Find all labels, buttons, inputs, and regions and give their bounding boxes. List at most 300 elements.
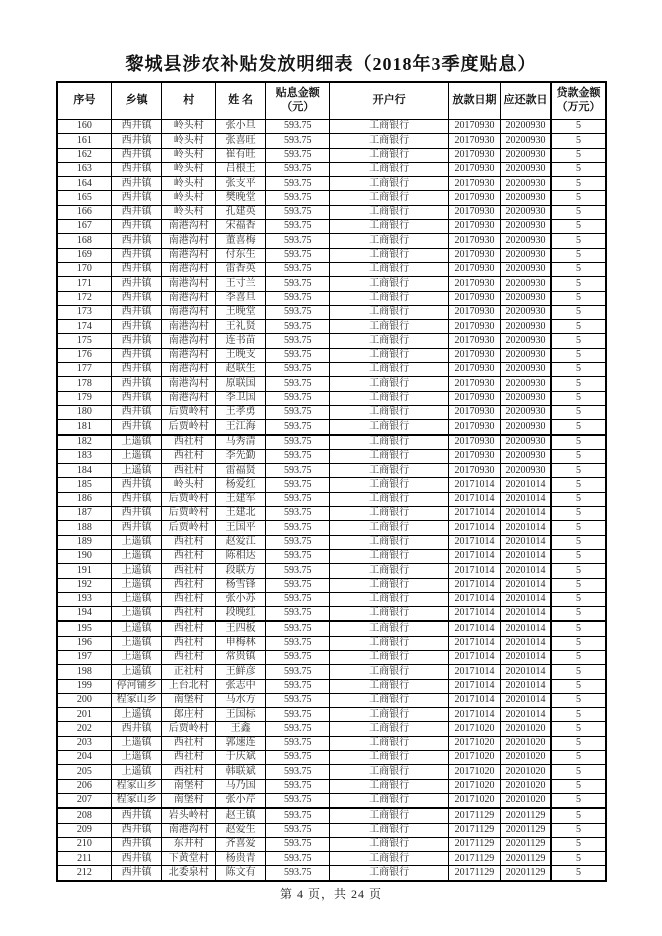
table-cell: 工商银行 xyxy=(330,765,449,779)
table-cell: 后贾岭村 xyxy=(162,492,216,506)
table-cell: 593.75 xyxy=(266,852,330,866)
table-cell: 樊晚堂 xyxy=(216,191,266,205)
table-cell: 程家山乡 xyxy=(111,693,162,707)
table-cell: 西社村 xyxy=(162,564,216,578)
table-cell: 西井镇 xyxy=(111,377,162,391)
table-cell: 工商银行 xyxy=(330,808,449,823)
table-cell: 5 xyxy=(551,765,606,779)
page-number: 第 4 页，共 24 页 xyxy=(279,887,382,901)
table-cell: 西井镇 xyxy=(111,348,162,362)
table-cell: 20171014 xyxy=(448,521,500,535)
table-cell: 20201014 xyxy=(501,621,552,636)
table-cell: 20170930 xyxy=(448,320,500,334)
table-cell: 西井镇 xyxy=(111,205,162,219)
column-header: 村 xyxy=(162,82,216,120)
table-cell: 211 xyxy=(57,852,111,866)
table-cell: 174 xyxy=(57,320,111,334)
table-cell: 5 xyxy=(551,334,606,348)
table-cell: 西井镇 xyxy=(111,220,162,234)
table-cell: 5 xyxy=(551,391,606,405)
table-cell: 西社村 xyxy=(162,636,216,650)
table-cell: 183 xyxy=(57,449,111,463)
table-cell: 西社村 xyxy=(162,592,216,606)
table-row xyxy=(57,549,606,563)
table-cell: 210 xyxy=(57,837,111,851)
table-row xyxy=(57,220,606,234)
table-cell: 20171020 xyxy=(448,779,500,793)
table-cell: 593.75 xyxy=(266,592,330,606)
table-row xyxy=(57,722,606,736)
table-cell: 王寸兰 xyxy=(216,277,266,291)
table-cell: 20200930 xyxy=(501,305,552,319)
table-cell: 西井镇 xyxy=(111,478,162,492)
table-cell: 593.75 xyxy=(266,751,330,765)
table-cell: 西井镇 xyxy=(111,507,162,521)
table-cell: 20200930 xyxy=(501,449,552,463)
table-cell: 南港沟村 xyxy=(162,262,216,276)
table-cell: 593.75 xyxy=(266,305,330,319)
table-cell: 207 xyxy=(57,793,111,808)
table-cell: 西井镇 xyxy=(111,363,162,377)
table-cell: 593.75 xyxy=(266,377,330,391)
column-header: 放款日期 xyxy=(448,82,500,120)
table-cell: 下黄堂村 xyxy=(162,852,216,866)
table-row xyxy=(57,405,606,419)
table-cell: 工商银行 xyxy=(330,636,449,650)
table-cell: 后贾岭村 xyxy=(162,420,216,435)
table-cell: 593.75 xyxy=(266,736,330,750)
table-cell: 工商银行 xyxy=(330,478,449,492)
table-cell: 593.75 xyxy=(266,621,330,636)
table-cell: 20200930 xyxy=(501,405,552,419)
table-cell: 178 xyxy=(57,377,111,391)
table-cell: 工商银行 xyxy=(330,507,449,521)
table-cell: 5 xyxy=(551,592,606,606)
table-cell: 20170930 xyxy=(448,377,500,391)
table-cell: 南堡村 xyxy=(162,779,216,793)
table-cell: 西社村 xyxy=(162,535,216,549)
table-cell: 593.75 xyxy=(266,220,330,234)
table-cell: 工商银行 xyxy=(330,262,449,276)
table-cell: 5 xyxy=(551,320,606,334)
table-cell: 马水方 xyxy=(216,693,266,707)
table-cell: 西社村 xyxy=(162,736,216,750)
table-cell: 5 xyxy=(551,348,606,362)
table-cell: 20171014 xyxy=(448,535,500,549)
table-cell: 189 xyxy=(57,535,111,549)
table-cell: 南港沟村 xyxy=(162,234,216,248)
table-cell: 20171020 xyxy=(448,765,500,779)
table-cell: 陈文有 xyxy=(216,866,266,881)
column-header: 乡镇 xyxy=(111,82,162,120)
table-row xyxy=(57,262,606,276)
table-cell: 西井镇 xyxy=(111,722,162,736)
table-cell: 20201014 xyxy=(501,679,552,693)
table-cell: 20201014 xyxy=(501,592,552,606)
table-cell: 162 xyxy=(57,148,111,162)
table-cell: 王晚支 xyxy=(216,348,266,362)
table-cell: 5 xyxy=(551,866,606,881)
table-cell: 后贾岭村 xyxy=(162,405,216,419)
table-cell: 20200930 xyxy=(501,134,552,148)
table-cell: 李卫国 xyxy=(216,391,266,405)
table-cell: 593.75 xyxy=(266,793,330,808)
table-row xyxy=(57,377,606,391)
table-cell: 工商银行 xyxy=(330,277,449,291)
table-cell: 南港沟村 xyxy=(162,291,216,305)
table-row xyxy=(57,708,606,722)
table-row xyxy=(57,320,606,334)
column-header: 开户行 xyxy=(330,82,449,120)
table-cell: 工商银行 xyxy=(330,464,449,478)
table-cell: 工商银行 xyxy=(330,377,449,391)
table-cell: 5 xyxy=(551,120,606,134)
table-cell: 20171014 xyxy=(448,592,500,606)
table-cell: 申梅林 xyxy=(216,636,266,650)
table-cell: 5 xyxy=(551,405,606,419)
table-cell: 593.75 xyxy=(266,177,330,191)
table-cell: 5 xyxy=(551,134,606,148)
table-cell: 196 xyxy=(57,636,111,650)
table-cell: 南堡村 xyxy=(162,793,216,808)
table-cell: 177 xyxy=(57,363,111,377)
table-body xyxy=(57,120,606,881)
table-cell: 西井镇 xyxy=(111,148,162,162)
table-header xyxy=(57,82,606,120)
table-cell: 167 xyxy=(57,220,111,234)
table-row xyxy=(57,134,606,148)
table-row xyxy=(57,363,606,377)
table-cell: 20171129 xyxy=(448,852,500,866)
table-cell: 上遥镇 xyxy=(111,607,162,622)
table-cell: 20201020 xyxy=(501,765,552,779)
table-cell: 190 xyxy=(57,549,111,563)
table-cell: 593.75 xyxy=(266,291,330,305)
table-cell: 上遥镇 xyxy=(111,549,162,563)
table-cell: 20170930 xyxy=(448,464,500,478)
table-cell: 20171020 xyxy=(448,736,500,750)
table-cell: 209 xyxy=(57,823,111,837)
table-cell: 20201129 xyxy=(501,808,552,823)
table-cell: 西井镇 xyxy=(111,120,162,134)
table-cell: 南堡村 xyxy=(162,693,216,707)
table-cell: 593.75 xyxy=(266,205,330,219)
table-cell: 工商银行 xyxy=(330,134,449,148)
table-cell: 工商银行 xyxy=(330,162,449,176)
table-cell: 西井镇 xyxy=(111,134,162,148)
table-cell: 5 xyxy=(551,363,606,377)
table-cell: 西井镇 xyxy=(111,521,162,535)
table-cell: 工商银行 xyxy=(330,693,449,707)
table-cell: 工商银行 xyxy=(330,823,449,837)
table-cell: 20200930 xyxy=(501,377,552,391)
table-cell: 西井镇 xyxy=(111,248,162,262)
table-cell: 正社村 xyxy=(162,665,216,679)
table-cell: 王鑫 xyxy=(216,722,266,736)
table-cell: 工商银行 xyxy=(330,435,449,450)
table-cell: 199 xyxy=(57,679,111,693)
table-cell: 岭头村 xyxy=(162,191,216,205)
table-row xyxy=(57,679,606,693)
table-cell: 20201014 xyxy=(501,636,552,650)
table-cell: 赵爱生 xyxy=(216,823,266,837)
table-cell: 赵爱江 xyxy=(216,535,266,549)
table-cell: 后贾岭村 xyxy=(162,521,216,535)
table-cell: 593.75 xyxy=(266,478,330,492)
table-cell: 593.75 xyxy=(266,320,330,334)
table-cell: 5 xyxy=(551,162,606,176)
table-row xyxy=(57,348,606,362)
table-cell: 20171020 xyxy=(448,751,500,765)
table-cell: 南港沟村 xyxy=(162,377,216,391)
table-cell: 西井镇 xyxy=(111,262,162,276)
table-cell: 南港沟村 xyxy=(162,334,216,348)
table-cell: 工商银行 xyxy=(330,405,449,419)
table-cell: 593.75 xyxy=(266,866,330,881)
table-cell: 工商银行 xyxy=(330,607,449,622)
table-cell: 工商银行 xyxy=(330,334,449,348)
table-cell: 5 xyxy=(551,464,606,478)
table-cell: 205 xyxy=(57,765,111,779)
table-cell: 5 xyxy=(551,564,606,578)
table-cell: 20170930 xyxy=(448,405,500,419)
table-cell: 20171129 xyxy=(448,808,500,823)
table-cell: 20170930 xyxy=(448,205,500,219)
table-cell: 20201014 xyxy=(501,564,552,578)
table-cell: 173 xyxy=(57,305,111,319)
table-cell: 180 xyxy=(57,405,111,419)
table-cell: 程家山乡 xyxy=(111,793,162,808)
table-cell: 593.75 xyxy=(266,722,330,736)
table-cell: 593.75 xyxy=(266,521,330,535)
table-cell: 20170930 xyxy=(448,277,500,291)
table-cell: 西井镇 xyxy=(111,420,162,435)
table-cell: 20201014 xyxy=(501,607,552,622)
table-cell: 原联国 xyxy=(216,377,266,391)
table-cell: 工商银行 xyxy=(330,837,449,851)
table-cell: 20171129 xyxy=(448,837,500,851)
table-cell: 上遥镇 xyxy=(111,736,162,750)
table-cell: 593.75 xyxy=(266,134,330,148)
table-cell: 上遥镇 xyxy=(111,751,162,765)
table-cell: 杨雪锋 xyxy=(216,578,266,592)
table-cell: 593.75 xyxy=(266,391,330,405)
table-cell: 202 xyxy=(57,722,111,736)
table-cell: 20201020 xyxy=(501,751,552,765)
table-cell: 工商银行 xyxy=(330,234,449,248)
table-cell: 593.75 xyxy=(266,277,330,291)
table-row xyxy=(57,521,606,535)
table-cell: 20171014 xyxy=(448,650,500,664)
table-cell: 204 xyxy=(57,751,111,765)
table-cell: 20170930 xyxy=(448,162,500,176)
table-cell: 20200930 xyxy=(501,262,552,276)
table-cell: 连书苗 xyxy=(216,334,266,348)
table-cell: 王国标 xyxy=(216,708,266,722)
table-cell: 20201014 xyxy=(501,665,552,679)
table-cell: 20170930 xyxy=(448,234,500,248)
table-cell: 赵联生 xyxy=(216,363,266,377)
table-row xyxy=(57,291,606,305)
table-cell: 上遥镇 xyxy=(111,564,162,578)
table-cell: 212 xyxy=(57,866,111,881)
table-cell: 20170930 xyxy=(448,334,500,348)
table-cell: 南港沟村 xyxy=(162,248,216,262)
table-cell: 5 xyxy=(551,377,606,391)
table-cell: 593.75 xyxy=(266,765,330,779)
table-cell: 593.75 xyxy=(266,162,330,176)
table-cell: 孔建英 xyxy=(216,205,266,219)
table-cell: 王礼贤 xyxy=(216,320,266,334)
table-cell: 5 xyxy=(551,177,606,191)
table-cell: 西井镇 xyxy=(111,291,162,305)
table-cell: 工商银行 xyxy=(330,521,449,535)
table-cell: 南港沟村 xyxy=(162,305,216,319)
table-cell: 岭头村 xyxy=(162,120,216,134)
table-cell: 岭头村 xyxy=(162,148,216,162)
table-cell: 192 xyxy=(57,578,111,592)
table-row xyxy=(57,205,606,219)
table-cell: 韩联斌 xyxy=(216,765,266,779)
table-cell: 陈相达 xyxy=(216,549,266,563)
table-cell: 岭头村 xyxy=(162,177,216,191)
table-row xyxy=(57,162,606,176)
table-cell: 20200930 xyxy=(501,191,552,205)
table-row xyxy=(57,234,606,248)
table-row xyxy=(57,120,606,134)
table-cell: 赵王镇 xyxy=(216,808,266,823)
table-cell: 593.75 xyxy=(266,148,330,162)
table-cell: 上遥镇 xyxy=(111,765,162,779)
subsidy-table xyxy=(56,81,607,882)
table-cell: 20170930 xyxy=(448,148,500,162)
table-cell: 20171014 xyxy=(448,549,500,563)
table-cell: 593.75 xyxy=(266,120,330,134)
table-cell: 杨爱红 xyxy=(216,478,266,492)
table-cell: 20170930 xyxy=(448,120,500,134)
column-header: 贴息金额（元） xyxy=(266,82,330,120)
table-cell: 20200930 xyxy=(501,391,552,405)
table-cell: 5 xyxy=(551,549,606,563)
table-cell: 20170930 xyxy=(448,348,500,362)
table-cell: 5 xyxy=(551,277,606,291)
table-row xyxy=(57,793,606,808)
table-cell: 194 xyxy=(57,607,111,622)
table-cell: 王建军 xyxy=(216,492,266,506)
table-cell: 岭头村 xyxy=(162,205,216,219)
table-cell: 20200930 xyxy=(501,435,552,450)
table-cell: 20171014 xyxy=(448,621,500,636)
table-cell: 5 xyxy=(551,578,606,592)
table-cell: 181 xyxy=(57,420,111,435)
table-cell: 20201014 xyxy=(501,650,552,664)
table-cell: 5 xyxy=(551,621,606,636)
table-cell: 593.75 xyxy=(266,607,330,622)
table-cell: 593.75 xyxy=(266,420,330,435)
table-cell: 东井村 xyxy=(162,837,216,851)
table-cell: 5 xyxy=(551,665,606,679)
table-cell: 张支平 xyxy=(216,177,266,191)
table-cell: 20171020 xyxy=(448,722,500,736)
table-cell: 工商银行 xyxy=(330,679,449,693)
table-cell: 西井镇 xyxy=(111,277,162,291)
table-row xyxy=(57,492,606,506)
table-cell: 5 xyxy=(551,420,606,435)
table-cell: 5 xyxy=(551,751,606,765)
table-cell: 20171014 xyxy=(448,708,500,722)
table-cell: 175 xyxy=(57,334,111,348)
table-cell: 179 xyxy=(57,391,111,405)
table-cell: 上遥镇 xyxy=(111,535,162,549)
table-cell: 5 xyxy=(551,708,606,722)
table-cell: 20201014 xyxy=(501,507,552,521)
table-cell: 王国平 xyxy=(216,521,266,535)
table-cell: 20171014 xyxy=(448,607,500,622)
table-cell: 工商银行 xyxy=(330,564,449,578)
table-cell: 187 xyxy=(57,507,111,521)
table-cell: 西社村 xyxy=(162,751,216,765)
table-cell: 王江海 xyxy=(216,420,266,435)
table-cell: 西社村 xyxy=(162,549,216,563)
table-cell: 西社村 xyxy=(162,607,216,622)
table-cell: 工商银行 xyxy=(330,535,449,549)
table-cell: 西井镇 xyxy=(111,852,162,866)
table-cell: 工商银行 xyxy=(330,191,449,205)
table-cell: 593.75 xyxy=(266,564,330,578)
table-row xyxy=(57,650,606,664)
table-cell: 5 xyxy=(551,191,606,205)
table-cell: 5 xyxy=(551,305,606,319)
table-cell: 593.75 xyxy=(266,464,330,478)
table-cell: 马乃国 xyxy=(216,779,266,793)
table-cell: 岭头村 xyxy=(162,478,216,492)
table-cell: 南港沟村 xyxy=(162,220,216,234)
table-cell: 168 xyxy=(57,234,111,248)
table-row xyxy=(57,665,606,679)
table-cell: 西井镇 xyxy=(111,177,162,191)
table-cell: 西井镇 xyxy=(111,808,162,823)
table-cell: 工商银行 xyxy=(330,736,449,750)
table-cell: 191 xyxy=(57,564,111,578)
table-cell: 程家山乡 xyxy=(111,779,162,793)
table-cell: 5 xyxy=(551,636,606,650)
table-cell: 西井镇 xyxy=(111,837,162,851)
table-cell: 193 xyxy=(57,592,111,606)
table-cell: 西井镇 xyxy=(111,492,162,506)
table-row xyxy=(57,277,606,291)
table-cell: 20200930 xyxy=(501,177,552,191)
table-cell: 169 xyxy=(57,248,111,262)
table-cell: 20170930 xyxy=(448,449,500,463)
table-cell: 20201129 xyxy=(501,837,552,851)
table-cell: 165 xyxy=(57,191,111,205)
table-cell: 工商银行 xyxy=(330,592,449,606)
table-row xyxy=(57,148,606,162)
table-cell: 西井镇 xyxy=(111,391,162,405)
table-cell: 雷福贤 xyxy=(216,464,266,478)
table-row xyxy=(57,607,606,622)
table-row xyxy=(57,592,606,606)
table-cell: 20200930 xyxy=(501,334,552,348)
table-cell: 付东生 xyxy=(216,248,266,262)
table-cell: 5 xyxy=(551,291,606,305)
table-cell: 张志中 xyxy=(216,679,266,693)
table-row xyxy=(57,334,606,348)
table-cell: 5 xyxy=(551,679,606,693)
table-cell: 593.75 xyxy=(266,348,330,362)
table-cell: 20170930 xyxy=(448,248,500,262)
table-cell: 5 xyxy=(551,435,606,450)
